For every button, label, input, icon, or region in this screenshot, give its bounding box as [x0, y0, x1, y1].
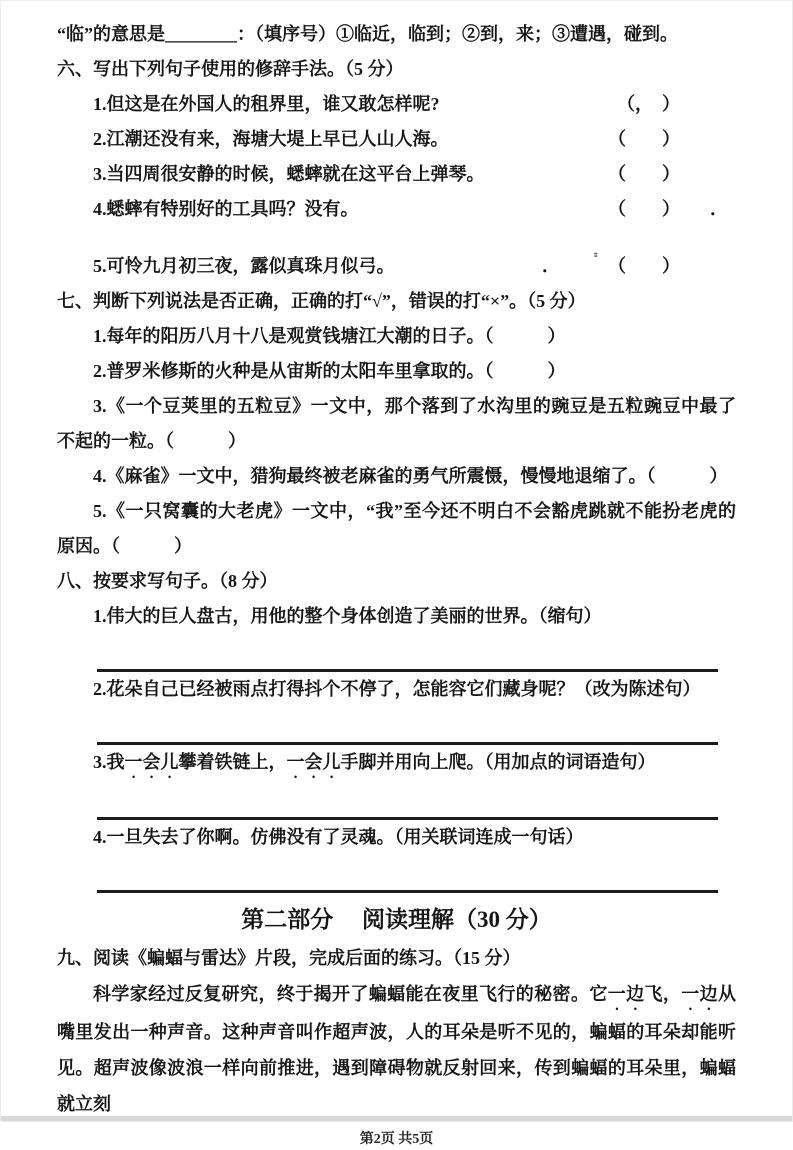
intro-line: “临”的意思是________：（填序号）①临近，临到；②到，来；③遭遇，碰到。	[57, 24, 678, 44]
emphasized-word: 一会儿	[124, 752, 179, 772]
answer-bracket: （， ）	[617, 94, 680, 114]
vertical-gap	[57, 227, 736, 249]
rhetoric-item	[57, 249, 736, 284]
reading-paragraph	[57, 976, 736, 1122]
sentence-item-text: 2.花朵自己已经被雨点打得抖个不停了，怎能容它们藏身呢？（改为陈述句）	[93, 679, 701, 699]
judge-item: 4.《麻雀》一文中，猎狗最终被老麻雀的勇气所震慑，慢慢地退缩了。（ ）	[93, 466, 728, 486]
sentence-item	[57, 820, 736, 855]
spacer	[440, 87, 618, 122]
paragraph-text: 科学家经过反复研究，终于揭开了蝙蝠能在夜里飞行的秘密。它	[93, 984, 608, 1004]
rhetoric-item	[57, 157, 736, 192]
rhetoric-item	[57, 192, 736, 227]
rhetoric-item	[57, 87, 736, 122]
answer-line	[97, 707, 718, 745]
sentence-item-text: 4.一旦失去了你啊。仿佛没有了灵魂。（用关联词连成一句话）	[93, 827, 584, 847]
emphasized-word: 一边	[681, 984, 718, 1004]
sentence-item-text: 1.伟大的巨人盘古，用他的整个身体创造了美丽的世界。（缩句）	[93, 606, 602, 626]
rhetoric-item	[57, 122, 736, 157]
answer-bracket: （ ）	[608, 129, 680, 149]
sentence-item-text: 手脚并用向上爬。（用加点的词语造句）	[340, 752, 656, 772]
spacer	[359, 192, 609, 227]
scan-artifact-mark: ⹀	[594, 250, 598, 262]
answer-line	[97, 782, 718, 820]
emphasized-word: 一边	[607, 984, 645, 1004]
answer-bracket: （ ）	[608, 256, 680, 276]
rhetoric-item-text: 1.但这是在外国人的租界里，谁又敢怎样呢?	[93, 94, 440, 114]
rhetoric-item-text: 2.江潮还没有来，海塘大堤上早已人山人海。	[93, 129, 449, 149]
answer-bracket: （ ）	[608, 199, 680, 219]
exam-page	[1, 1, 792, 1150]
sentence-item	[57, 599, 736, 634]
judge-item: 3.《一个豆荚里的五粒豆》一文中，那个落到了水沟里的豌豆是五粒豌豆中最了不起的一粒。（ ）	[57, 396, 736, 451]
answer-line	[97, 855, 718, 893]
sentence-item	[57, 745, 736, 782]
judge-item: 5.《一只窝囊的大老虎》一文中，“我”至今还不明白不会豁虎跳就不能扮老虎的原因。（ ）	[57, 501, 736, 556]
paragraph-text: 从嘴里发出一种声音。这种声音叫作超声波，人的耳朵是听不见的，蝙蝠的耳朵却能听见。超声波像波浪一样向前推进，遇到障碍物就反射回来，传到蝙蝠的耳朵里，蝙蝠就立刻	[57, 984, 736, 1114]
paragraph-text: 飞，	[644, 984, 682, 1004]
spacer	[449, 122, 609, 157]
section-eight-title: 八、按要求写句子。（8 分）	[57, 571, 278, 591]
judge-item: 1.每年的阳历八月十八是观赏钱塘江大潮的日子。（ ）	[93, 326, 566, 346]
scan-bottom-edge	[1, 1116, 792, 1121]
sentence-item	[57, 672, 736, 707]
answer-bracket: （ ）	[608, 164, 680, 184]
sentence-item-text: 3.我	[93, 752, 125, 772]
scan-artifact-dot: ．	[710, 199, 728, 219]
answer-line	[97, 634, 718, 672]
rhetoric-item-text: 4.蟋蟀有特别好的工具吗？没有。	[93, 199, 359, 219]
sentence-item-text: 攀着铁链上，	[178, 752, 287, 772]
emphasized-word: 一会儿	[286, 752, 341, 772]
rhetoric-item-text: 3.当四周很安静的时候，蟋蟀就在这平台上弹琴。	[93, 164, 485, 184]
scan-artifact-dot: ．	[542, 256, 560, 276]
section-six-title: 六、写出下列句子使用的修辞手法。（5 分）	[57, 59, 404, 79]
rhetoric-item-text: 5.可怜九月初三夜，露似真珠月似弓。	[93, 256, 395, 276]
spacer	[395, 249, 543, 284]
section-nine-title: 九、阅读《蝙蝠与雷达》片段，完成后面的练习。（15 分）	[57, 948, 521, 968]
judge-item: 2.普罗米修斯的火种是从宙斯的太阳车里拿取的。（ ）	[93, 361, 566, 381]
page-footer: 第2页 共5页	[359, 1132, 434, 1147]
spacer	[485, 157, 609, 192]
section-seven-title: 七、判断下列说法是否正确，正确的打“√”，错误的打“×”。（5 分）	[57, 291, 586, 311]
part-two-heading: 第二部分 阅读理解（30 分）	[241, 907, 552, 932]
